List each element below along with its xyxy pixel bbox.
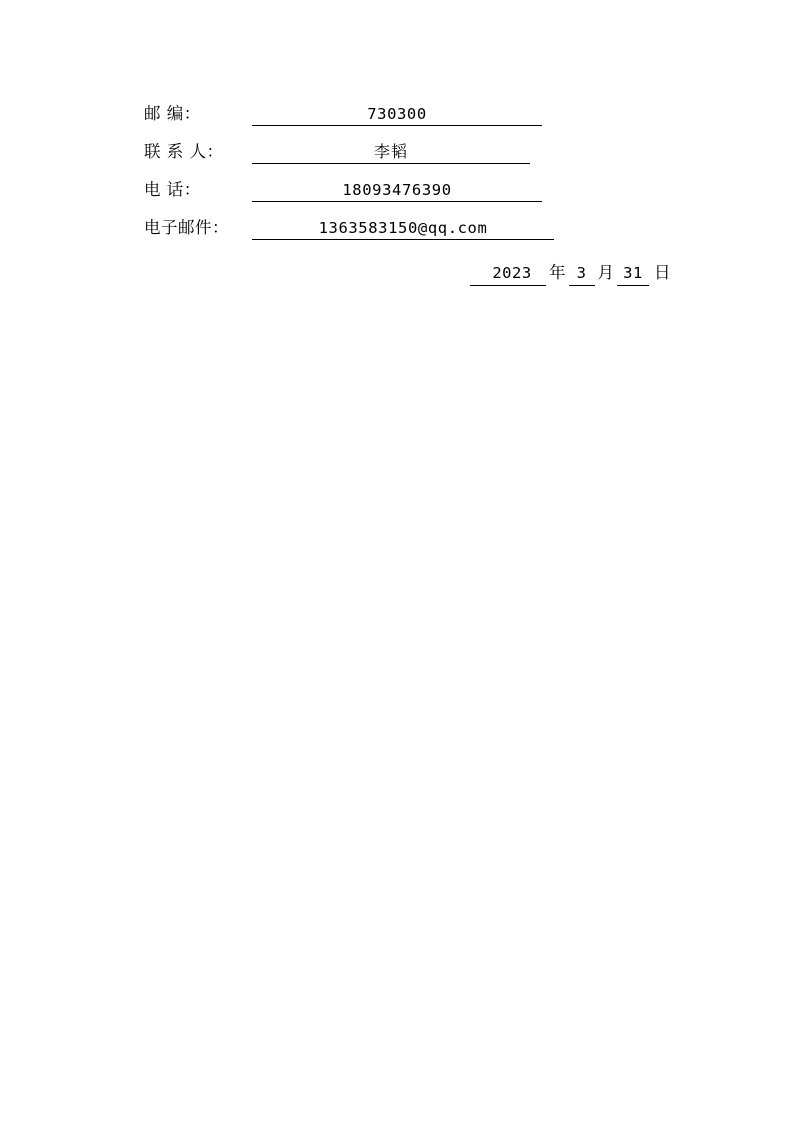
email-address-value: 1363583150@qq.com [252, 221, 554, 241]
field-row-postal-code [144, 88, 704, 126]
signature-date [470, 265, 674, 286]
date-month-unit: 月 [597, 263, 614, 282]
field-row-email-address [144, 202, 704, 240]
email-address-label: 电子邮件： [144, 217, 229, 237]
field-row-contact-person [144, 126, 704, 164]
phone-number-label: 电 话： [144, 179, 201, 199]
date-day-value: 31 [617, 266, 649, 286]
date-year-unit: 年 [549, 263, 566, 282]
contact-person-label: 联 系 人： [144, 141, 224, 161]
date-day-unit: 日 [654, 263, 671, 282]
field-row-phone-number [144, 164, 704, 202]
postal-code-value: 730300 [252, 107, 542, 127]
postal-code-label: 邮 编： [144, 103, 201, 123]
contact-info-block [144, 88, 704, 240]
phone-number-value: 18093476390 [252, 183, 542, 203]
contact-person-value: 李韬 [252, 144, 530, 164]
date-month-value: 3 [569, 266, 595, 286]
date-year-value: 2023 [470, 266, 546, 286]
